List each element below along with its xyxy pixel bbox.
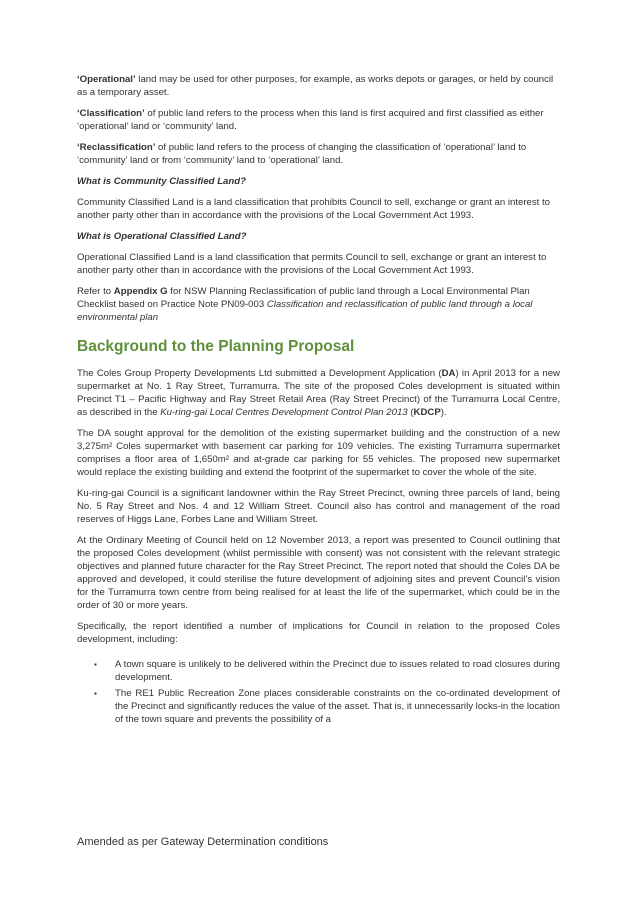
page-content (77, 73, 560, 729)
operational-land-question: What is Operational Classified Land? (77, 231, 247, 242)
operational-land-answer: Operational Classified Land is a land classification that permits Council to sell, exchange or grant an interest to another party other than in accordance with the provisions of the Local Government Act 1993. (77, 252, 547, 276)
background-paragraph-1: The Coles Group Property Developments Ltd submitted a Development Application (DA) in April 2013 for a new supermarket at No. 1 Ray Street, Turramurra. The site of the proposed Coles development is situated within Precinct T1 – Pacific Highway and Ray Street Retail Area (Ray Street Precinct) of the Turramurra Local Centre, as described in the Ku-ring-gai Local Centres Development Control Plan 2013 (KDCP). (77, 368, 560, 418)
community-land-question: What is Community Classified Land? (77, 176, 246, 187)
bullet-icon: ▪ (94, 689, 97, 698)
page-footer: Amended as per Gateway Determination conditions (77, 836, 329, 848)
background-paragraph-2: The DA sought approval for the demolition of the existing supermarket building and the construction of a new 3,275m² Coles supermarket with basement car parking for 109 vehicles. The existing Turramurra supermarket comprises a floor area of 1,650m² and at-grade car parking for 55 vehicles. The proposed new supermarket would replace the existing building and extend the footprint of the supermarket to cover the whole of the site. (77, 428, 560, 478)
definition-reclassification: ‘Reclassification’ of public land refers to the process of changing the classification of ‘operational’ land to ‘community’ land or from ‘community’ land to ‘operational’ land. (77, 142, 527, 166)
appendix-reference: Refer to Appendix G for NSW Planning Reclassification of public land through a Local Environmental Plan Checklist based on Practice Note PN09-003 Classification and reclassification of public land through a local environmental plan (77, 286, 533, 323)
implications-list (77, 658, 560, 726)
community-land-answer: Community Classified Land is a land classification that prohibits Council to sell, exchange or grant an interest to another party other than in accordance with the provisions of the Local Government Act 1993. (77, 197, 551, 221)
list-item: ▪ The RE1 Public Recreation Zone places considerable constraints on the co-ordinated development of the Precinct and significantly reduces the value of the asset. That is, it unnecessarily locks-in the location of the town square and prevents the possibility of a (94, 688, 560, 725)
list-item: ▪ A town square is unlikely to be delivered within the Precinct due to issues related to road closures during development. (94, 659, 560, 683)
section-heading: Background to the Planning Proposal (77, 338, 355, 355)
background-paragraph-5: Specifically, the report identified a number of implications for Council in relation to the proposed Coles development, including: (77, 621, 560, 645)
definition-classification: ‘Classification’ of public land refers to the process when this land is first acquired and first classified as either ‘operational’ land or ‘community’ land. (77, 108, 544, 132)
background-paragraph-3: Ku-ring-gai Council is a significant landowner within the Ray Street Precinct, owning three parcels of land, being No. 5 Ray Street and Nos. 4 and 12 William Street. Council also has control and management of the road reserves of Higgs Lane, Forbes Lane and William Street. (77, 488, 560, 525)
background-paragraph-4: At the Ordinary Meeting of Council held on 12 November 2013, a report was presented to Council outlining that the proposed Coles development (whilst permissible with consent) was not consistent with the relevant strategic objectives and planned future character for the Ray Street Precinct. The report noted that should the Coles DA be approved and developed, it could sterilise the future development of adjoining sites and prevent Council’s vision for the Turramurra town centre from being realised for at least the life of the supermarket, which could be in the order of 30 or more years. (77, 535, 560, 611)
definition-operational: ‘Operational’ land may be used for other purposes, for example, as works depots or garages, or held by council as a temporary asset. (77, 74, 554, 98)
bullet-icon: ▪ (94, 660, 97, 669)
